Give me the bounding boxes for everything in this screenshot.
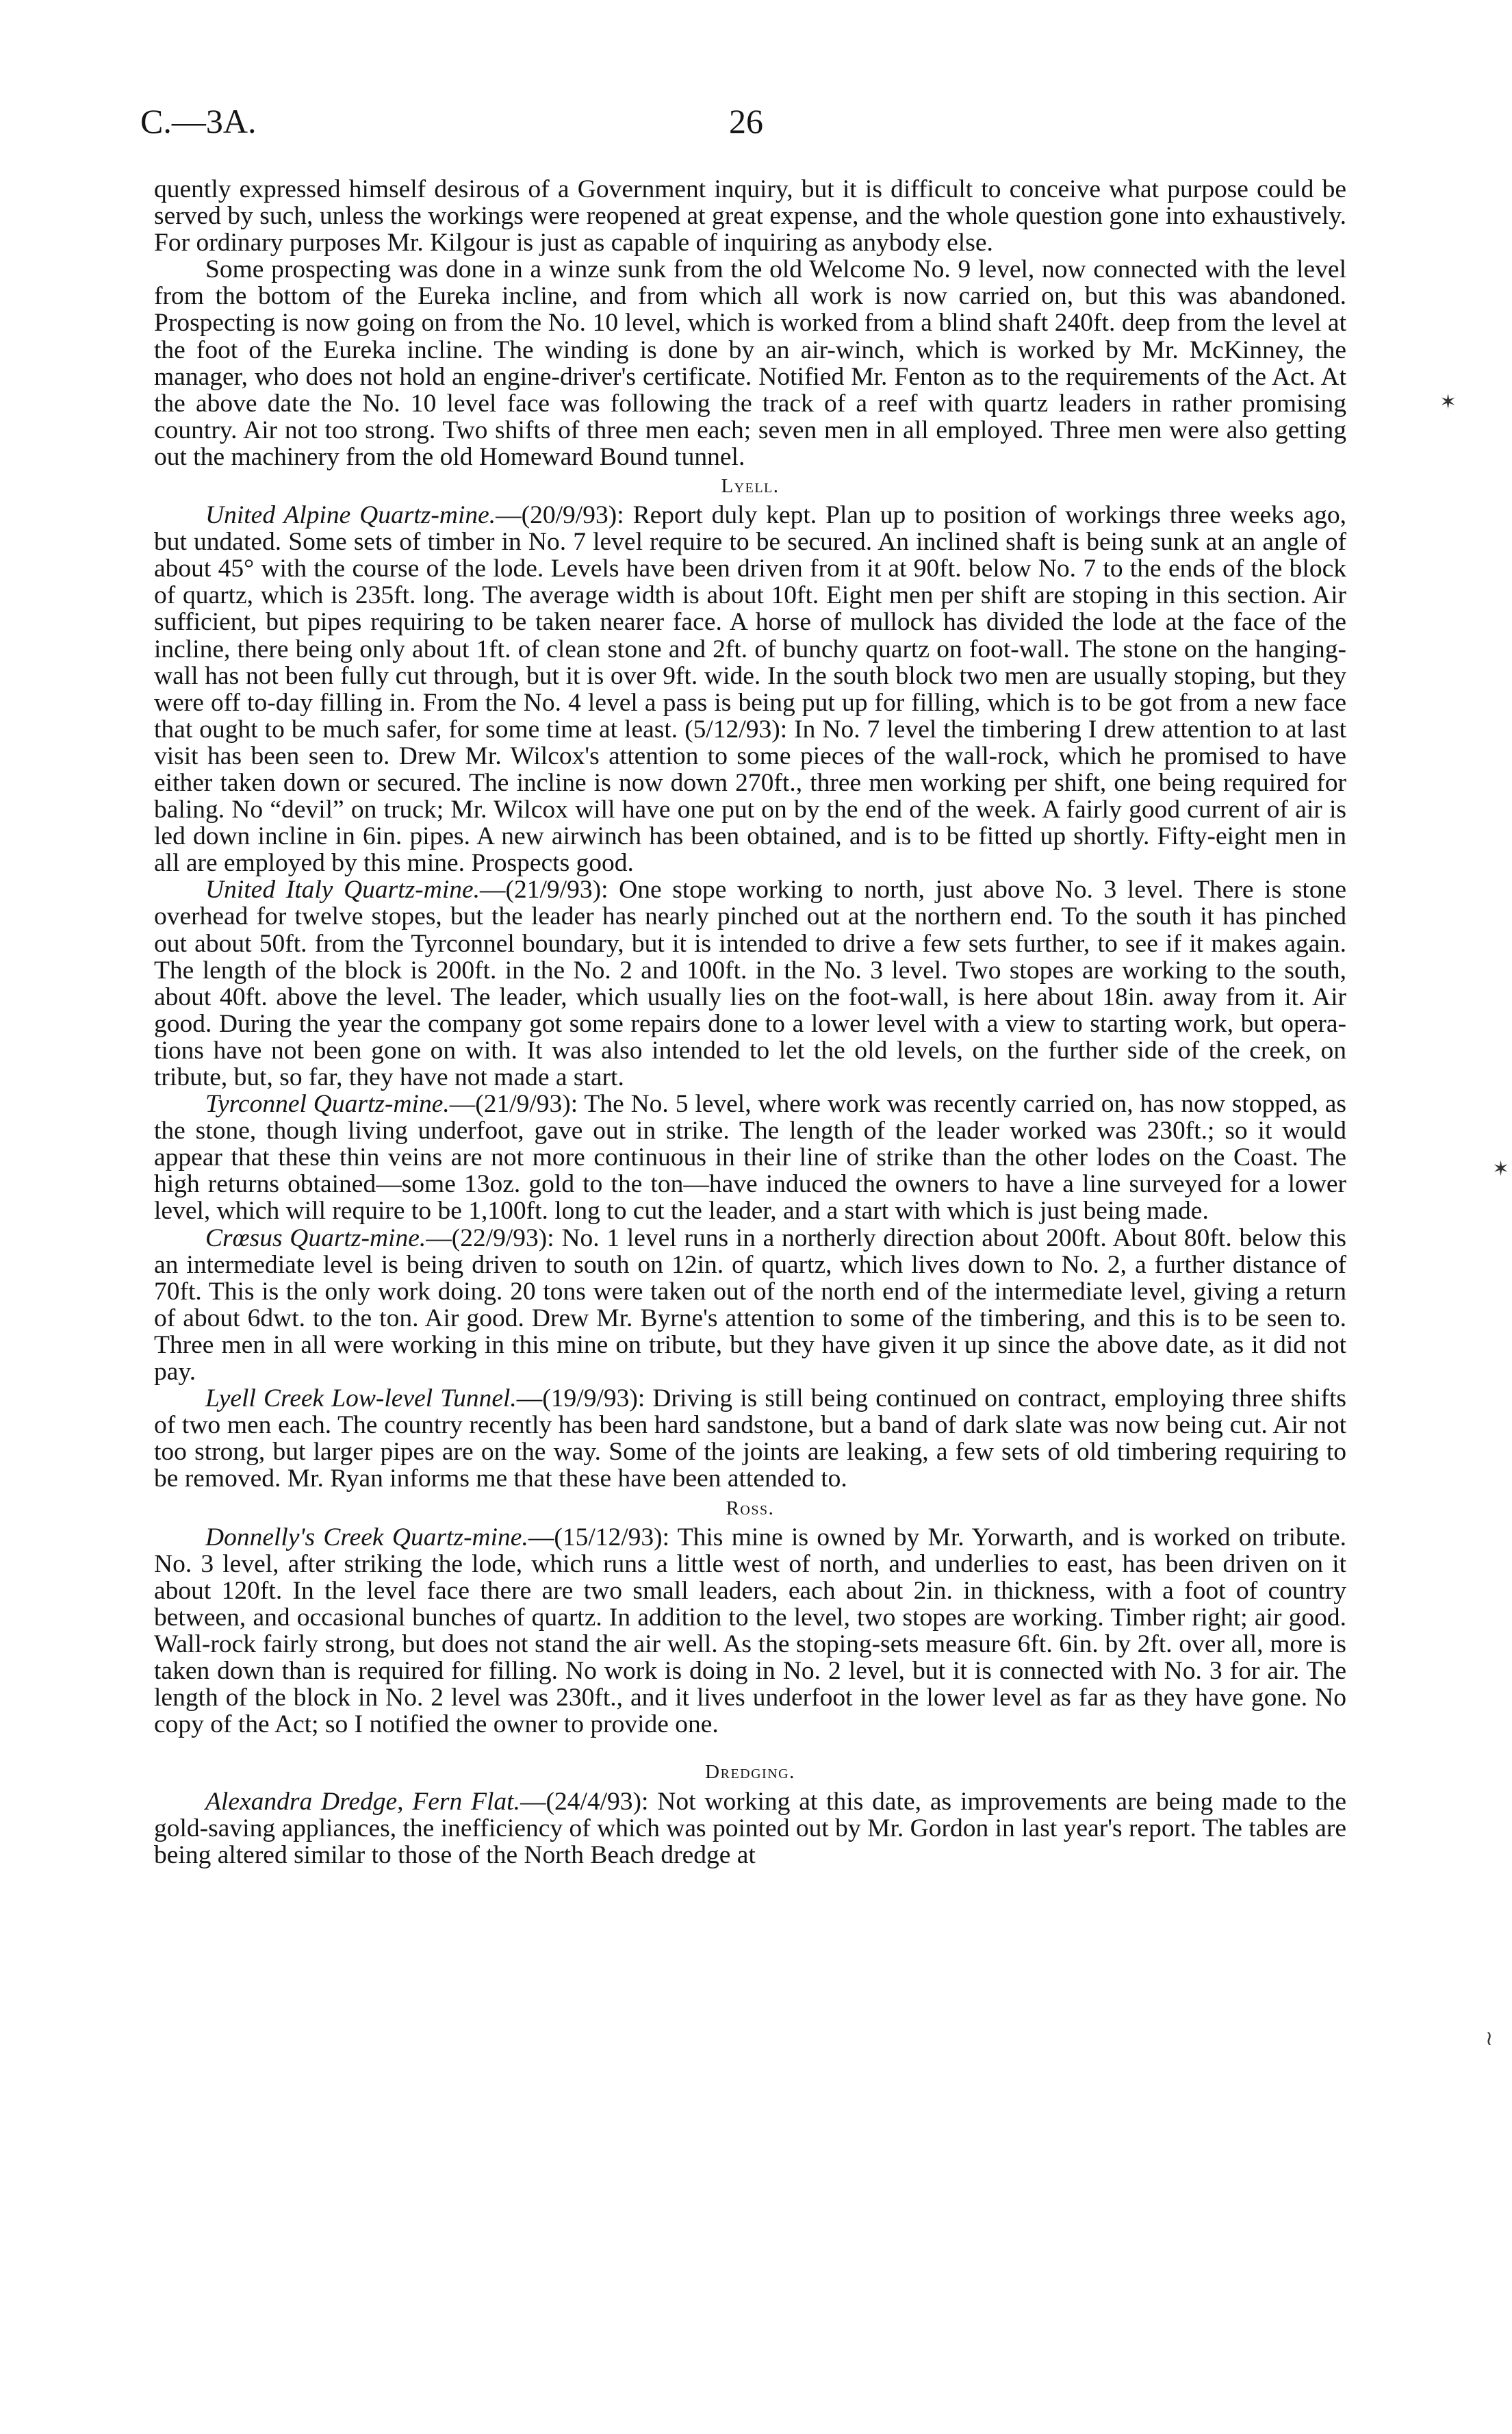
entry-croesus: Crœsus Quartz-mine.—(22/9/93): No. 1 level runs in a northerly direction about 200ft. About 80ft. below this an intermediate level is being driven to south on 12in. of quartz, which lives down to No. 2, a further distance of 70ft. This is the only work doing. 20 tons were taken out of the north end of the intermediate level, giving a return of about 6dwt. to the ton. Air good. Drew Mr. Byrne's attention to some of the timbering, and this is to be seen to. Three men in all were working in this mine on tribute, but they have given it up since the above date, as it did not pay. [154,1224,1346,1386]
entry-title: Tyrconnel Quartz-mine. [205,1090,450,1119]
entry-title: Crœsus Quartz-mine. [205,1224,426,1252]
entry-united-italy: United Italy Quartz-mine.—(21/9/93): One stope working to north, just above No. 3 level. There is stone overhead for twelve stopes, but the leader has nearly pinched out at the northern end. To the south it has pinched out about 50ft. from the Tyrconnel boundary, but it is intended to drive a few sets further, to see if it makes again. The length of the block is 200ft. in the No. 2 and 100ft. in the No. 3 level. Two stopes are working to the south, about 40ft. above the level. The leader, which usually lies on the foot-wall, is here about 18in. away from it. Air good. During the year the company got some repairs done to a lower level with a view to starting work, but operations have not been gone on with. It was also intended to let the old levels, on the further side of the creek, on tribute, but, so far, they have not made a start. [154,876,1346,1091]
entry-title: United Italy Quartz-mine. [205,876,480,904]
margin-mark: ≀ [1485,2027,1494,2050]
entry-title: Donnelly's Creek Quartz-mine. [205,1523,528,1551]
margin-mark: ✶ [1492,1158,1510,1180]
paragraph-welcome-prospecting: Some prospecting was done in a winze sunk from the old Welcome No. 9 level, now connected with the level from the bottom of the Eureka incline, and from which all work is now carried on, but this was abandoned. Prospecting is now going on from the No. 10 level, which is worked from a blind shaft 240ft. deep from the level at the foot of the Eureka incline. The winding is done by an air-winch, which is worked by Mr. McKinney, the manager, who does not hold an engine-driver's certificate. Notified Mr. Fenton as to the requirements of the Act. At the above date the No. 10 level face was following the track of a reef with quartz leaders in rather promising country. Air not too strong. Two shifts of three men each; seven men in all employed. Three men were also getting out the machinery from the old Homeward Bound tunnel. [154,255,1346,471]
entry-title: Alexandra Dredge, Fern Flat. [205,1788,520,1816]
margin-mark: ✶ [1439,391,1457,414]
section-heading-dredging: Dredging. [705,1761,795,1784]
entry-title: United Alpine Quartz-mine. [205,501,496,530]
entry-title: Lyell Creek Low-level Tunnel. [205,1384,517,1413]
entry-alexandra-dredge: Alexandra Dredge, Fern Flat.—(24/4/93): Not working at this date, as improvements are being made to the gold-saving appliances, the inefficiency of which was pointed out by Mr. Gordon in last year's report. The tables are being altered similar to those of the North Beach dredge at [154,1788,1347,1870]
section-heading-ross: Ross. [726,1497,775,1519]
page-header [140,101,1359,149]
entry-donnellys-creek: Donnelly's Creek Quartz-mine.—(15/12/93): This mine is owned by Mr. Yorwarth, and is worked on tribute. No. 3 level, after striking the lode, which runs a little west of north, and underlies to east, has been driven on it about 120ft. In the level face there are two small leaders, each about 2in. in thickness, with a foot of country between, and occasional bunches of quartz. In addition to the level, two stopes are working. Timber right; air good. Wall-rock fairly strong, but does not stand the air well. As the stoping-sets measure 6ft. 6in. by 2ft. over all, more is taken down than is required for filling. No work is doing in No. 2 level, but it is connected with No. 3 for air. The length of the block in No. 2 level was 230ft., and it lives underfoot in the lower level as far as they have gone. No copy of the Act; so I notified the owner to provide one. [154,1523,1346,1739]
entry-tyrconnel: Tyrconnel Quartz-mine.—(21/9/93): The No. 5 level, where work was recently carried on, has now stopped, as the stone, though living underfoot, gave out in strike. The length of the leader worked was 230ft.; so it would appear that these thin veins are not more continuous in their line of strike than the other lodes on the Coast. The high returns obtained—some 13oz. gold to the ton—have induced the owners to have a line surveyed for a lower level, which will require to be 1,100ft. long to cut the leader, and a start with which is just being made. [154,1090,1347,1226]
page-number: 26 [729,102,763,140]
entry-lyell-creek-tunnel: Lyell Creek Low-level Tunnel.—(19/9/93): Driving is still being continued on contract, employing three shifts of two men each. The country recently has been hard sandstone, but a band of dark slate was now being cut. Air not too strong, but larger pipes are on the way. Some of the joints are leaking, a few sets of old timbering requiring to be removed. Mr. Ryan informs me that these have been attended to. [154,1384,1346,1493]
section-heading-lyell: Lyell. [721,475,780,498]
document-reference: C.—3A. [140,102,257,140]
body-text [154,176,1346,1869]
paragraph-continuation: quently expressed himself desirous of a Government inquiry, but it is difficult to conceive what purpose could be served by such, unless the workings were reopened at great expense, and the whole question gone into exhaustively. For ordinary purposes Mr. Kilgour is just as capable of inquiring as anybody else. [154,175,1346,257]
entry-united-alpine: United Alpine Quartz-mine.—(20/9/93): Report duly kept. Plan up to position of workings three weeks ago, but undated. Some sets of timber in No. 7 level require to be secured. An inclined shaft is being sunk at an angle of about 45° with the course of the lode. Levels have been driven from it at 90ft. below No. 7 to the ends of the block of quartz, which is 235ft. long. The average width is about 10ft. Eight men per shift are stoping in this section. Air sufficient, but pipes requiring to be taken nearer face. A horse of mullock has divided the lode at the face of the incline, there being only about 1ft. of clean stone and 2ft. of bunchy quartz on foot-wall. The stone on the hanging-wall has not been fully cut through, but it is over 9ft. wide. In the south block two men are usually stoping, but they were off to-day filling in. From the No. 4 level a pass is being put up for filling, which is to be got from a new face that ought to be much safer, for some time at least. (5/12/93): In No. 7 level the timbering I drew attention to at last visit has been seen to. Drew Mr. Wilcox's attention to some pieces of the wall-rock, which he promised to have either taken down or secured. The incline is now down 270ft., three men working per shift, one being required for baling. No “devil” on truck; Mr. Wilcox will have one put on by the end of the week. A fairly good current of air is led down incline in 6in. pipes. A new airwinch has been obtained, and is to be fitted up shortly. Fifty-eight men in all are employed by this mine. Prospects good. [154,501,1346,878]
